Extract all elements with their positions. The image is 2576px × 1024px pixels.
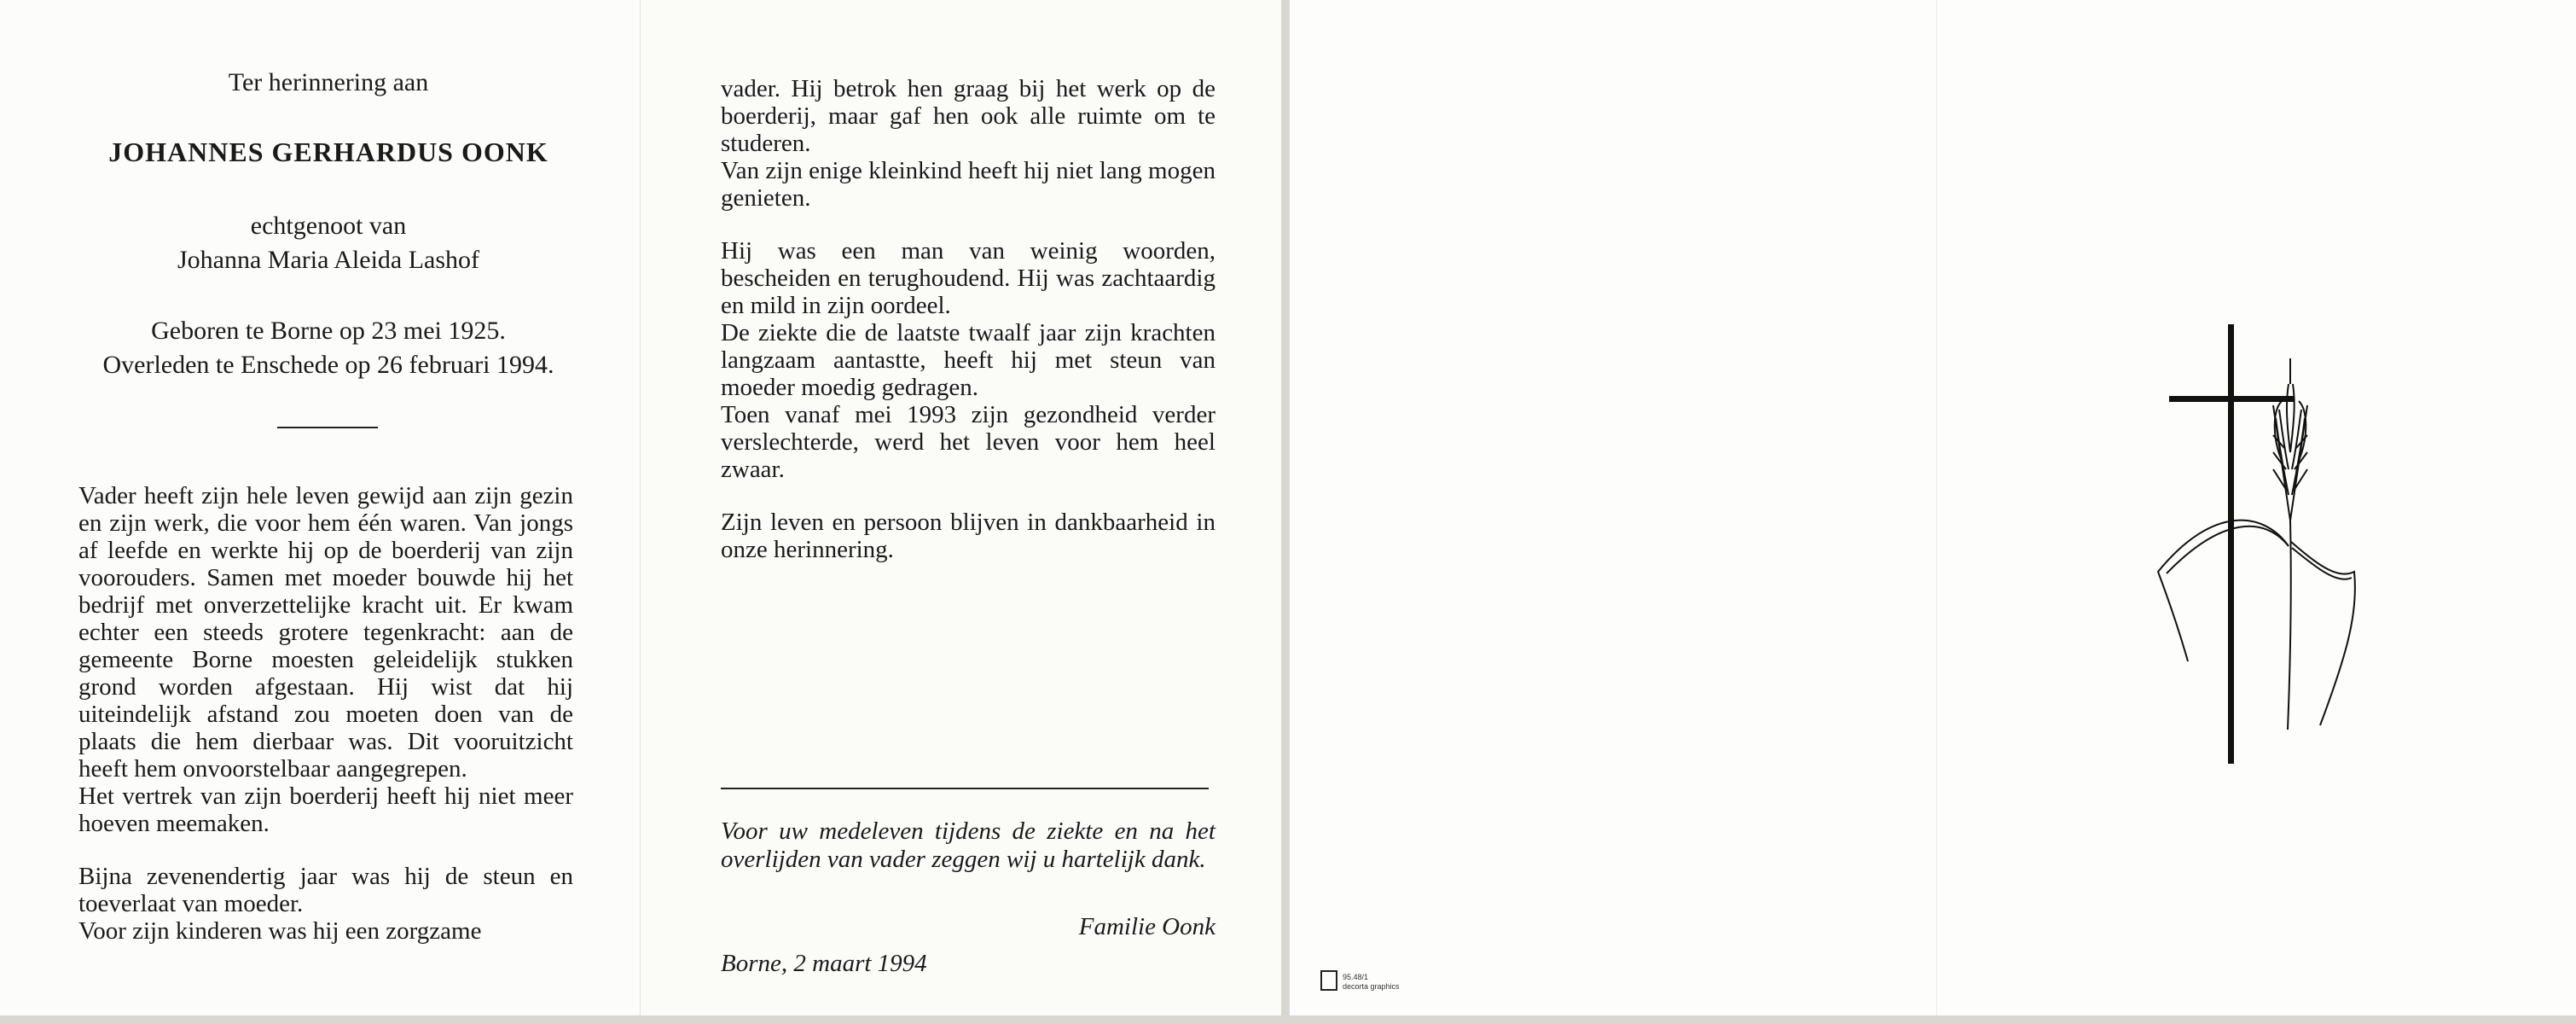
short-divider — [277, 427, 378, 428]
card-fold-gap — [1281, 0, 1288, 1024]
life-dates — [68, 314, 589, 382]
spouse-label: echtgenoot van — [250, 212, 407, 240]
family-signature: Familie Oonk — [1078, 913, 1215, 940]
paragraph: Bijna zevenendertig jaar was hij de steun en toeverlaat van moeder. — [78, 863, 573, 917]
scan-edge — [0, 1015, 2576, 1024]
paragraph: Voor zijn kinderen was hij een zorgzame — [78, 917, 482, 945]
place-date: Borne, 2 maart 1994 — [721, 950, 927, 977]
imprint-code: 95.48/1 — [1343, 973, 1369, 981]
panel-back — [1288, 0, 1938, 1015]
spouse-name: Johanna Maria Aleida Lashof — [177, 246, 480, 274]
printer-logo-icon — [1320, 970, 1337, 991]
paragraph: vader. Hij betrok hen graag bij het werk op de boerderij, maar gaf hen ook alle ruimte om te studeren. — [721, 75, 1215, 157]
born-line: Geboren te Borne op 23 mei 1925. — [151, 317, 506, 345]
intro-text: Ter herinnering aan — [228, 68, 429, 96]
text-column-1 — [78, 482, 573, 945]
paragraph: Vader heeft zijn hele leven gewijd aan zijn gezin en zijn werk, die voor hem één waren. Van jongs af leefde en werkte hij op de boerderij van zijn voorouders. Samen met moeder bouwde hij het bedrijf met onverzettelijke kracht uit. Er kwam echter een steeds grotere tegenkracht: aan de gemeente Borne moesten geleidelijk stukken grond worden afgestaan. Hij wist dat hij uiteindelijk afstand zou moeten doen van de plaats die hem dierbaar was. Dit vooruitzicht heeft hem onvoorstelbaar aangegrepen. — [78, 482, 573, 783]
paragraph: Zijn leven en persoon blijven in dankbaarheid in onze herinnering. — [721, 509, 1215, 563]
paragraph: Van zijn enige kleinkind heeft hij niet lang mogen genieten. — [721, 157, 1215, 212]
died-line: Overleden te Enschede op 26 februari 1994. — [102, 351, 554, 379]
printer-imprint — [1320, 970, 1431, 996]
text-column-2 — [721, 75, 1215, 563]
paragraph: Het vertrek van zijn boerderij heeft hij niet meer hoeven meemaken. — [78, 783, 573, 837]
paragraph: De ziekte die de laatste twaalf jaar zijn krachten langzaam aantastte, heeft hij met steun van moeder moedig gedragen. — [721, 319, 1215, 401]
imprint-brand: decorta graphics — [1343, 982, 1400, 991]
spouse-block — [77, 209, 580, 277]
paragraph: Toen vanaf mei 1993 zijn gezondheid verder verslechterde, werd het leven voor hem heel zwaar. — [721, 401, 1215, 483]
long-divider — [721, 788, 1209, 789]
thanks-message: Voor uw medeleven tijdens de ziekte en na het overlijden van vader zeggen wij u hartelijk dank. — [721, 817, 1215, 873]
cross-with-wheat-icon — [2154, 324, 2367, 768]
deceased-name: JOHANNES GERHARDUS OONK — [108, 137, 548, 167]
paragraph: Hij was een man van weinig woorden, bescheiden en terughoudend. Hij was zachtaardig en mild in zijn oordeel. — [721, 237, 1215, 319]
